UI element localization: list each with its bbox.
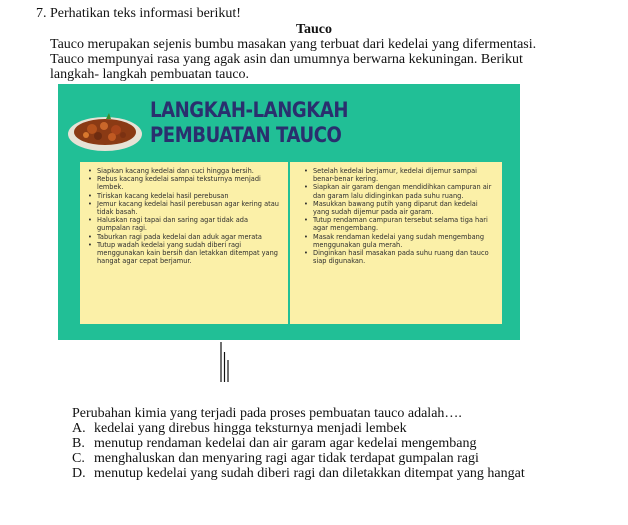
step-item: • Siapkan air garam dengan mendidihkan campuran air dan garam lalu didinginkan pada suhu ruang.: [304, 183, 496, 199]
option-text: menutup rendaman kedelai dan air garam agar kedelai mengembang: [94, 436, 477, 451]
option-letter: A.: [72, 421, 86, 436]
option-a[interactable]: [72, 421, 525, 436]
option-text: kedelai yang direbus hingga teksturnya menjadi lembek: [94, 421, 407, 436]
option-c[interactable]: [72, 451, 525, 466]
infographic-title-line2: PEMBUATAN TAUCO: [150, 123, 342, 147]
option-letter: D.: [72, 466, 86, 481]
step-item: • Tutup rendaman campuran tersebut selama tiga hari agar mengembang.: [304, 216, 496, 232]
step-item: • Setelah kedelai berjamur, kedelai dijemur sampai benar-benar kering.: [304, 167, 496, 183]
step-item: • Masak rendaman kedelai yang sudah mengembang menggunakan gula merah.: [304, 233, 496, 249]
step-item: • Haluskan ragi tapai dan saring agar tidak ada gumpalan ragi.: [88, 216, 282, 232]
tauco-infographic: [58, 84, 520, 340]
step-item: • Tiriskan kacang kedelai hasil perebusan: [88, 192, 282, 200]
text-cursor-icon: [220, 342, 230, 382]
answer-options: [72, 421, 525, 481]
steps-list-left: [80, 162, 288, 265]
step-item: • Siapkan kacang kedelai dan cuci hingga bersih.: [88, 167, 282, 175]
steps-box-left: [80, 162, 288, 324]
option-letter: C.: [72, 451, 85, 466]
infographic-title-line1: LANGKAH-LANGKAH: [150, 98, 349, 122]
question-number: 7. Perhatikan teks informasi berikut!: [36, 6, 241, 21]
intro-paragraph: Tauco merupakan sejenis bumbu masakan yang terbuat dari kedelai yang difermentasi. Tauco mempunyai rasa yang agak asin dan umumnya berwarna kekuningan. Berikut langkah- langkah pembuatan tauco.: [50, 37, 537, 82]
option-text: menutup kedelai yang sudah diberi ragi dan diletakkan ditempat yang hangat: [94, 466, 525, 481]
step-item: • Masukkan bawang putih yang diparut dan kedelai yang sudah dijemur pada air garam.: [304, 200, 496, 216]
infographic-title: [150, 98, 348, 148]
question-text: Perubahan kimia yang terjadi pada proses pembuatan tauco adalah….: [72, 406, 462, 421]
option-letter: B.: [72, 436, 85, 451]
step-item: • Tutup wadah kedelai yang sudah diberi ragi menggunakan kain bersih dan letakkan ditempat yang hangat agar cepat berjamur.: [88, 241, 282, 266]
document-title: Tauco: [295, 22, 333, 37]
option-text: menghaluskan dan menyaring ragi agar tidak terdapat gumpalan ragi: [94, 451, 479, 466]
step-item: • Dinginkan hasil masakan pada suhu ruang dan tauco siap digunakan.: [304, 249, 496, 265]
step-item: • Rebus kacang kedelai sampai teksturnya menjadi lembek.: [88, 175, 282, 191]
steps-box-right: [290, 162, 502, 324]
option-b[interactable]: [72, 436, 525, 451]
option-d[interactable]: [72, 466, 525, 481]
step-item: • Jemur kacang kedelai hasil perebusan agar kering atau tidak basah.: [88, 200, 282, 216]
step-item: • Taburkan ragi pada kedelai dan aduk agar merata: [88, 233, 282, 241]
steps-list-right: [290, 162, 502, 265]
tauco-dish-illustration: [66, 110, 144, 154]
